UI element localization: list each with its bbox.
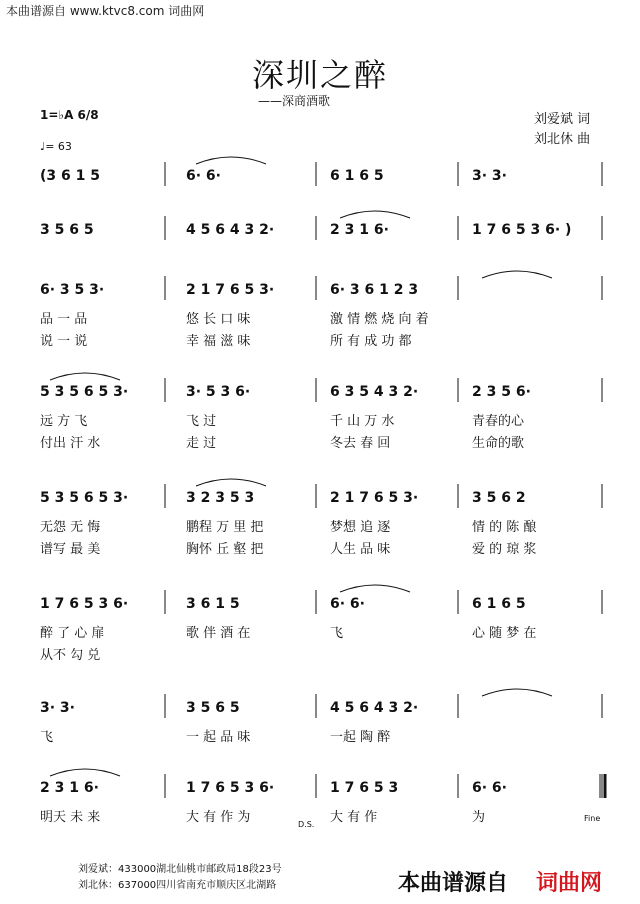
lyric-text: 激 情 燃 烧 向 着	[330, 312, 429, 327]
lyric-text: 青春的心	[472, 414, 525, 429]
lyric-text: 付出 汗 水	[40, 436, 101, 451]
measure-notes: 3· 5 3 6·	[186, 384, 251, 400]
measure-notes: 1 7 6 5 3 6· )	[472, 222, 572, 238]
lyric-text: 一 起 品 味	[186, 730, 251, 745]
lyric-text: 一起 陶 醉	[330, 730, 391, 745]
measure-notes: 6 1 6 5	[472, 596, 526, 612]
lyricist: 刘爱斌 词	[534, 112, 591, 127]
source-header: 本曲谱源自 www.ktvc8.com 词曲网	[6, 4, 205, 18]
key-signature: 1=♭A 6/8	[40, 108, 99, 122]
measure-notes: 3· 3·	[472, 168, 507, 184]
lyric-text: 鹏程 万 里 把	[186, 520, 264, 535]
slur-arc	[50, 373, 120, 380]
slur-arc	[340, 585, 410, 592]
slur-arc	[196, 157, 266, 164]
watermark-left: 本曲谱源自	[398, 871, 509, 896]
measure-notes: 3 5 6 2	[472, 490, 526, 506]
lyric-text: 爱 的 琼 浆	[472, 542, 537, 557]
lyric-text: 悠 长 口 味	[186, 312, 251, 327]
ds-mark: D.S.	[298, 820, 315, 829]
measure-notes: (3 6 1 5	[40, 168, 100, 184]
measure-notes: 2 1 7 6 5 3·	[330, 490, 419, 506]
lyric-text: 所 有 成 功 都	[330, 334, 412, 349]
measure-notes: 6· 6·	[186, 168, 221, 184]
lyric-text: 胸怀 丘 壑 把	[186, 542, 264, 557]
lyric-text: 品 一 品	[40, 312, 88, 327]
lyric-text: 为	[472, 810, 486, 825]
measure-notes: 2 3 5 6·	[472, 384, 531, 400]
slur-arc	[482, 271, 552, 278]
tempo-mark: ♩= 63	[40, 140, 72, 153]
lyric-text: 千 山 万 水	[330, 414, 395, 429]
lyric-text: 谱写 最 美	[40, 542, 101, 557]
song-title: 深圳之醉	[251, 56, 388, 94]
slur-arc	[482, 689, 552, 696]
lyric-text: 飞	[40, 730, 54, 745]
measure-notes: 3 5 6 5	[40, 222, 94, 238]
lyric-text: 幸 福 滋 味	[186, 334, 251, 349]
slur-arc	[50, 769, 120, 776]
footer-address-lyricist: 刘爱斌：433000湖北仙桃市邮政局18段23号	[78, 864, 282, 875]
measure-notes: 6· 6·	[472, 780, 507, 796]
lyric-text: 无怨 无 悔	[40, 520, 101, 535]
lyric-text: 大 有 作	[330, 810, 378, 825]
lyric-text: 大 有 作 为	[186, 810, 251, 825]
measure-notes: 1 7 6 5 3 6·	[40, 596, 129, 612]
measure-notes: 6· 3 6 1 2 3	[330, 282, 419, 298]
measure-notes: 2 1 7 6 5 3·	[186, 282, 275, 298]
measure-notes: 1 7 6 5 3 6·	[186, 780, 275, 796]
measure-notes: 3 6 1 5	[186, 596, 240, 612]
measure-notes: 6· 6·	[330, 596, 365, 612]
measure-notes: 2 3 1 6·	[40, 780, 99, 796]
measure-notes: 1 7 6 5 3	[330, 780, 399, 796]
song-subtitle: ——深商酒歌	[258, 94, 331, 108]
lyric-text: 歌 伴 酒 在	[186, 626, 251, 641]
lyric-text: 醉 了 心 扉	[40, 626, 105, 641]
lyric-text: 远 方 飞	[40, 414, 88, 429]
measure-notes: 6 3 5 4 3 2·	[330, 384, 419, 400]
measure-notes: 4 5 6 4 3 2·	[186, 222, 275, 238]
slur-arc	[196, 479, 266, 486]
lyric-text: 明天 未 来	[40, 810, 101, 825]
measure-notes: 2 3 1 6·	[330, 222, 389, 238]
lyric-text: 说 一 说	[40, 334, 88, 349]
lyric-text: 从不 勾 兑	[40, 648, 101, 663]
watermark-right: 词曲网	[536, 871, 603, 896]
measure-notes: 5 3 5 6 5 3·	[40, 490, 129, 506]
measure-notes: 3 2 3 5 3	[186, 490, 255, 506]
lyric-text: 情 的 陈 酿	[472, 520, 537, 535]
fine-mark: Fine	[584, 814, 601, 823]
slur-arc	[340, 211, 410, 218]
measure-notes: 3 5 6 5	[186, 700, 240, 716]
lyric-text: 梦想 追 逐	[330, 520, 391, 535]
lyric-text: 心 随 梦 在	[472, 626, 537, 641]
lyric-text: 走 过	[186, 436, 217, 451]
lyric-text: 飞	[330, 626, 344, 641]
composer: 刘北休 曲	[534, 132, 591, 147]
measure-notes: 3· 3·	[40, 700, 75, 716]
lyric-text: 飞 过	[186, 414, 217, 429]
measure-notes: 4 5 6 4 3 2·	[330, 700, 419, 716]
footer-address-composer: 刘北休：637000四川省南充市顺庆区北湖路	[78, 880, 277, 891]
lyric-text: 冬去 春 回	[330, 436, 391, 451]
measure-notes: 6· 3 5 3·	[40, 282, 105, 298]
lyric-text: 人生 品 味	[330, 542, 391, 557]
measure-notes: 6 1 6 5	[330, 168, 384, 184]
lyric-text: 生命的歌	[472, 436, 525, 451]
measure-notes: 5 3 5 6 5 3·	[40, 384, 129, 400]
